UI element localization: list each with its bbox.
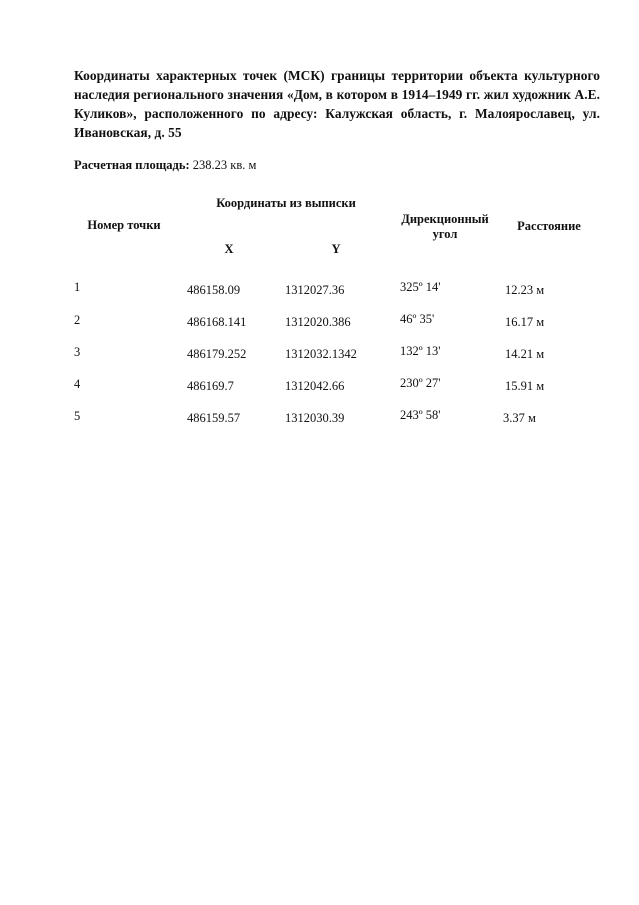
header-distance: Расстояние <box>517 219 581 233</box>
document-title: Координаты характерных точек (МСК) границы территории объекта культурного наследия регионального значения «Дом, в котором в 1914–1949 гг. жил художник А.Е. Куликов», расположенного по адресу: Калужская область, г. Малоярославец, ул. Ивановская, д. 55 <box>74 68 600 140</box>
direction-angle: 46º 35' <box>400 312 435 326</box>
distance: 15.91 м <box>505 379 545 393</box>
coordinate-x: 486169.7 <box>187 379 234 393</box>
point-number: 2 <box>74 313 81 327</box>
coordinate-x: 486159.57 <box>187 411 241 425</box>
header-x: X <box>224 242 234 256</box>
distance: 3.37 м <box>503 411 536 425</box>
coordinate-y: 1312032.1342 <box>285 347 357 361</box>
coordinate-y: 1312020.386 <box>285 315 351 329</box>
coordinate-y: 1312042.66 <box>285 379 345 393</box>
header-coordinates: Координаты из выписки <box>216 196 356 210</box>
area-label: Расчетная площадь: <box>74 158 190 172</box>
point-number: 5 <box>74 409 81 423</box>
area-value: 238.23 кв. м <box>192 158 257 172</box>
coordinate-y: 1312030.39 <box>285 411 345 425</box>
header-y: Y <box>331 242 341 256</box>
direction-angle: 230º 27' <box>400 376 441 390</box>
point-number: 4 <box>74 377 81 391</box>
distance: 14.21 м <box>505 347 545 361</box>
header-point-number: Номер точки <box>87 218 161 232</box>
distance: 12.23 м <box>505 283 545 297</box>
coordinate-y: 1312027.36 <box>285 283 345 297</box>
distance: 16.17 м <box>505 315 545 329</box>
coordinate-x: 486168.141 <box>187 315 247 329</box>
coordinate-x: 486158.09 <box>187 283 241 297</box>
coordinate-x: 486179.252 <box>187 347 247 361</box>
direction-angle: 243º 58' <box>400 408 441 422</box>
direction-angle: 325º 14' <box>400 280 441 294</box>
point-number: 3 <box>74 345 81 359</box>
point-number: 1 <box>74 280 81 294</box>
calculated-area <box>74 156 256 174</box>
direction-angle: 132º 13' <box>400 344 441 358</box>
header-direction-angle: Дирекционный угол <box>401 212 489 241</box>
